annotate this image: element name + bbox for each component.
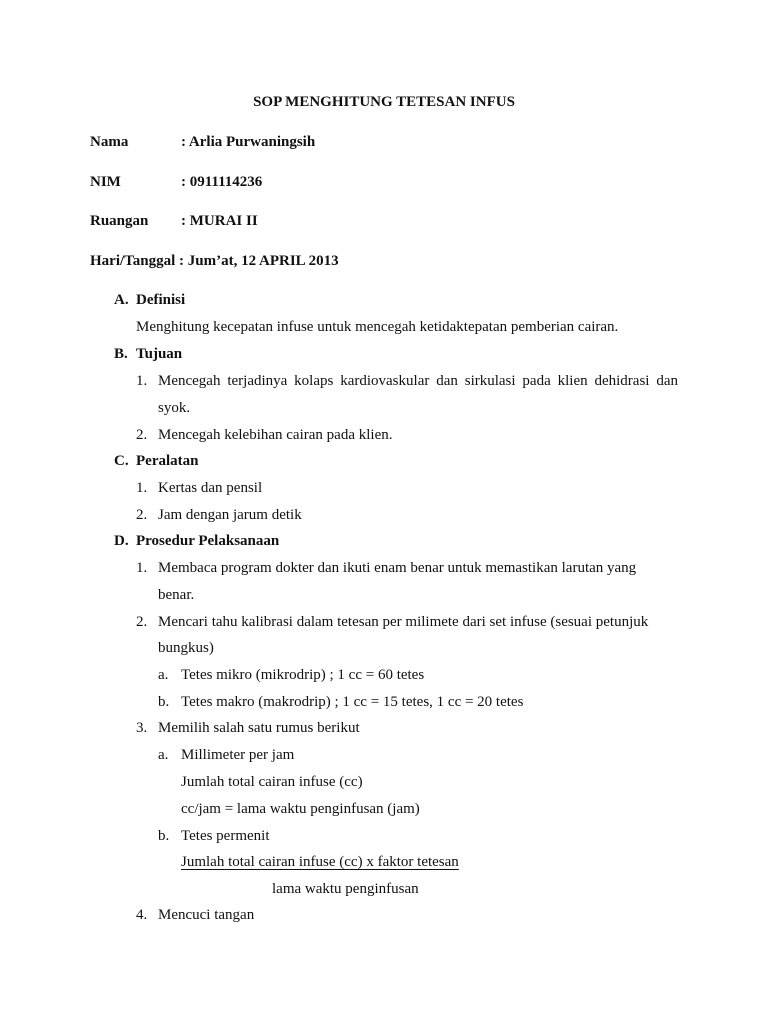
list-item-text: Memilih salah satu rumus berikut: [158, 720, 360, 736]
section-a-text: Menghitung kecepatan infuse untuk mencegah ketidaktepatan pemberian cairan.: [136, 319, 619, 335]
section-a-marker: A.: [114, 292, 129, 308]
sub-item-letter: a.: [158, 667, 169, 683]
list-item-text: Mencuci tangan: [158, 907, 255, 923]
nama-label: Nama: [90, 134, 129, 150]
page-title: SOP MENGHITUNG TETESAN INFUS: [253, 94, 515, 110]
list-item-number: 1.: [136, 373, 148, 389]
list-item-number: 1.: [136, 480, 148, 496]
list-item-text: Kertas dan pensil: [158, 480, 263, 496]
formula-denominator: lama waktu penginfusan: [272, 881, 419, 897]
hari-value: : Jum’at, 12 APRIL 2013: [179, 253, 339, 269]
nama-value: : Arlia Purwaningsih: [181, 134, 316, 150]
sub-item-text: Tetes permenit: [181, 828, 270, 844]
list-item-text: Membaca program dokter dan ikuti enam benar untuk memastikan larutan yang: [158, 560, 637, 576]
nim-value: : 0911114236: [181, 174, 263, 190]
list-item-number: 3.: [136, 720, 148, 736]
list-item-number: 1.: [136, 560, 148, 576]
hari-label: Hari/Tanggal: [90, 253, 176, 269]
list-item-number: 4.: [136, 907, 148, 923]
sub-item-letter: a.: [158, 747, 169, 763]
formula-line: Jumlah total cairan infuse (cc): [181, 774, 363, 790]
nim-label: NIM: [90, 174, 121, 190]
section-c-marker: C.: [114, 453, 129, 469]
sub-item-letter: b.: [158, 828, 170, 844]
sub-item-text: Millimeter per jam: [181, 747, 295, 763]
section-a-heading: Definisi: [136, 292, 186, 308]
formula-line: cc/jam = lama waktu penginfusan (jam): [181, 801, 420, 817]
list-item-text-continued: syok.: [158, 400, 191, 416]
section-b-heading: Tujuan: [136, 346, 183, 362]
list-item-text-continued: benar.: [158, 587, 195, 603]
section-d-marker: D.: [114, 533, 129, 549]
list-item-text: Mencari tahu kalibrasi dalam tetesan per milimete dari set infuse (sesuai petunjuk: [158, 614, 649, 630]
list-item-text: Jam dengan jarum detik: [158, 507, 302, 523]
section-c-heading: Peralatan: [136, 453, 199, 469]
list-item-number: 2.: [136, 614, 148, 630]
formula-numerator: Jumlah total cairan infuse (cc) x faktor tetesan: [181, 854, 459, 870]
sub-item-letter: b.: [158, 694, 170, 710]
ruangan-value: : MURAI II: [181, 213, 258, 229]
list-item-text: Mencegah kelebihan cairan pada klien.: [158, 427, 393, 443]
section-d-heading: Prosedur Pelaksanaan: [136, 533, 280, 549]
list-item-number: 2.: [136, 427, 148, 443]
ruangan-label: Ruangan: [90, 213, 149, 229]
sub-item-text: Tetes makro (makrodrip) ; 1 cc = 15 tetes, 1 cc = 20 tetes: [181, 694, 524, 710]
sub-item-text: Tetes mikro (mikrodrip) ; 1 cc = 60 tetes: [181, 667, 425, 683]
section-b-marker: B.: [114, 346, 128, 362]
list-item-number: 2.: [136, 507, 148, 523]
list-item-text: Mencegah terjadinya kolaps kardiovaskular dan sirkulasi pada klien dehidrasi dan: [158, 373, 678, 389]
list-item-text-continued: bungkus): [158, 640, 214, 656]
